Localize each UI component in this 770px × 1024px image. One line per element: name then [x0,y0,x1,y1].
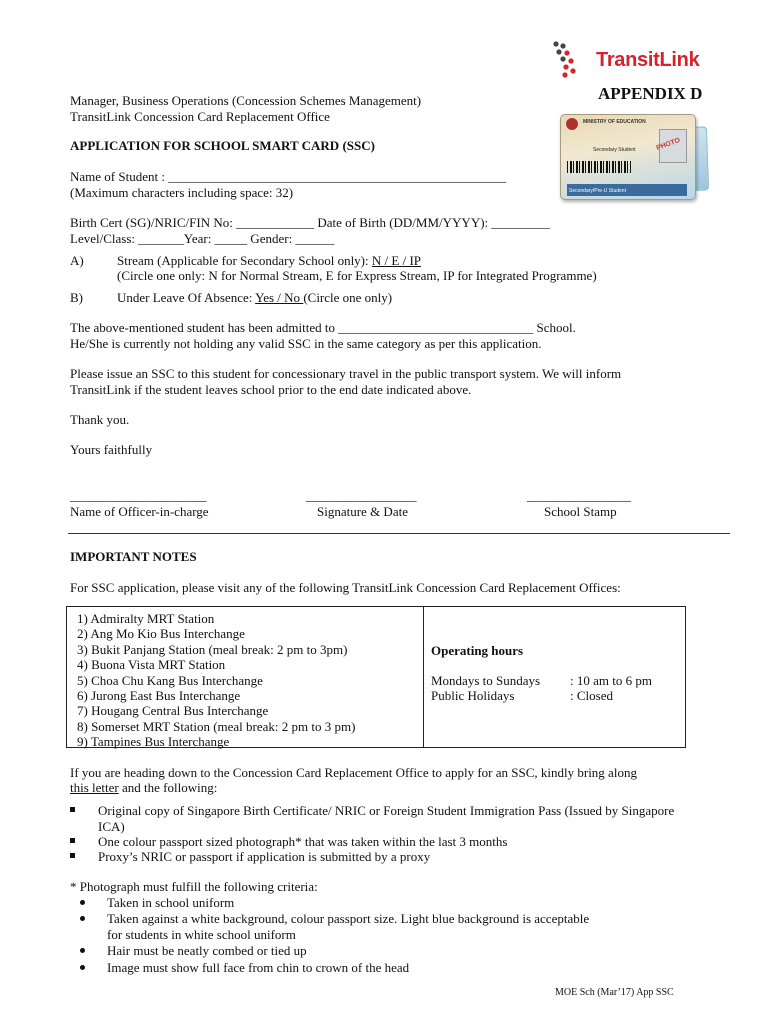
office-item: 8) Somerset MRT Station (meal break: 2 pm to 3 pm) [77,718,356,734]
bring-item: One colour passport sized photograph* that was taken within the last 3 months [98,834,508,849]
bring-line-2 [70,780,217,796]
hours-time-1: : 10 am to 6 pm [570,673,652,688]
stream-question [117,253,421,269]
bring-item: Proxy’s NRIC or passport if application is submitted by a proxy [98,849,431,864]
photo-heading: * Photograph must fulfill the following criteria: [70,879,318,894]
notes-intro: For SSC application, please visit any of the following TransitLink Concession Card Replacement Offices: [70,580,621,595]
office-list [77,611,355,750]
officer-signature-line[interactable]: _____________________ [70,488,207,503]
stream-prefix: Stream (Applicable for Secondary School only): [117,253,369,268]
appendix-title: APPENDIX D [598,84,703,103]
photo-item: Image must show full face from chin to crown of the head [107,960,410,975]
section-divider [68,533,730,534]
recipient-line-1: Manager, Business Operations (Concession Schemes Management) [70,93,422,108]
max-chars-note: (Maximum characters including space: 32) [70,185,294,200]
square-bullet-icon [70,853,75,858]
office-item: 4) Buona Vista MRT Station [77,657,226,673]
office-item: 2) Ang Mo Kio Bus Interchange [77,626,245,642]
item-b-label: B) [70,290,83,305]
admitted-line-1: The above-mentioned student has been admitted to ______________________________ School. [70,320,576,335]
name-of-student-field[interactable]: Name of Student : ____________________________________________________ [70,169,507,184]
admitted-line-2: He/She is currently not holding any valid SSC in the same category as per this application. [70,336,542,351]
card-image [560,114,696,200]
round-bullet-icon [80,900,85,905]
this-letter-text: this letter [70,780,119,795]
stamp-line[interactable]: ________________ [527,488,631,503]
crest-icon [566,118,578,130]
office-item: 3) Bukit Panjang Station (meal break: 2 pm to 3pm) [77,641,348,657]
signature-line[interactable]: _________________ [306,488,417,503]
footer-code: MOE Sch (Mar’17) App SSC [555,987,674,998]
photo-item-cont: for students in white school uniform [107,927,296,942]
office-item: 9) Tampines Bus Interchange [77,734,230,750]
notes-heading: IMPORTANT NOTES [70,549,197,564]
officer-label: Name of Officer-in-charge [70,504,209,519]
thank-you: Thank you. [70,412,130,427]
square-bullet-icon [70,807,75,812]
yours-faithfully: Yours faithfully [70,442,153,457]
card-ministry: MINISTRY OF EDUCATION [583,119,646,125]
office-item: 6) Jurong East Bus Interchange [77,687,241,703]
hours-day-1: Mondays to Sundays [431,673,541,688]
bring-item-cont: ICA) [98,819,125,834]
photo-item: Taken in school uniform [107,895,235,910]
leave-prefix: Under Leave Of Absence: [117,290,253,305]
card-name: Secondary Student [593,147,636,153]
level-class-field[interactable]: Level/Class: _______Year: _____ Gender: ______ [70,231,335,246]
leave-suffix: (Circle one only) [303,290,393,305]
bring-line-1: If you are heading down to the Concession Card Replacement Office to apply for an SSC, kindly bring along [70,765,637,780]
item-a-label: A) [70,253,84,268]
leave-question [117,290,392,306]
photo-item: Hair must be neatly combed or tied up [107,943,307,958]
stream-note: (Circle one only: N for Normal Stream, E for Express Stream, IP for Integrated Programme) [117,268,597,283]
transitlink-logo-icon [550,40,590,80]
form-title: APPLICATION FOR SCHOOL SMART CARD (SSC) [70,138,375,153]
card-stamp: PHOTO [655,136,682,153]
photo-item: Taken against a white background, colour passport size. Light blue background is acceptable [107,911,590,926]
hours-day-2: Public Holidays [431,688,515,703]
office-item: 5) Choa Chu Kang Bus Interchange [77,672,263,688]
table-divider [423,607,424,747]
office-item: 7) Hougang Central Bus Interchange [77,703,269,719]
leave-options[interactable]: Yes / No [255,290,304,305]
square-bullet-icon [70,838,75,843]
card-footer-text: Secondary/Pre-U Student [569,188,626,194]
stamp-label: School Stamp [544,504,617,519]
stream-options[interactable]: N / E / IP [371,253,422,268]
hours-heading: Operating hours [431,643,524,658]
logo-text: TransitLink [596,49,700,71]
please-line-1: Please issue an SSC to this student for concessionary travel in the public transport system. We will inform [70,366,622,381]
office-item: 1) Admiralty MRT Station [77,611,215,626]
round-bullet-icon [80,948,85,953]
signature-label: Signature & Date [317,504,408,519]
bring-line-2-rest: and the following: [118,780,218,795]
bring-item: Original copy of Singapore Birth Certificate/ NRIC or Foreign Student Immigration Pass (Issued by Singapore [98,803,675,818]
barcode-icon [567,161,631,173]
recipient-line-2: TransitLink Concession Card Replacement Office [70,109,330,124]
hours-time-2: : Closed [570,688,613,703]
round-bullet-icon [80,916,85,921]
office-table [66,606,686,748]
round-bullet-icon [80,965,85,970]
please-line-2: TransitLink if the student leaves school prior to the end date indicated above. [70,382,472,397]
birth-cert-field[interactable]: Birth Cert (SG)/NRIC/FIN No: ____________ Date of Birth (DD/MM/YYYY): _________ [70,215,550,230]
